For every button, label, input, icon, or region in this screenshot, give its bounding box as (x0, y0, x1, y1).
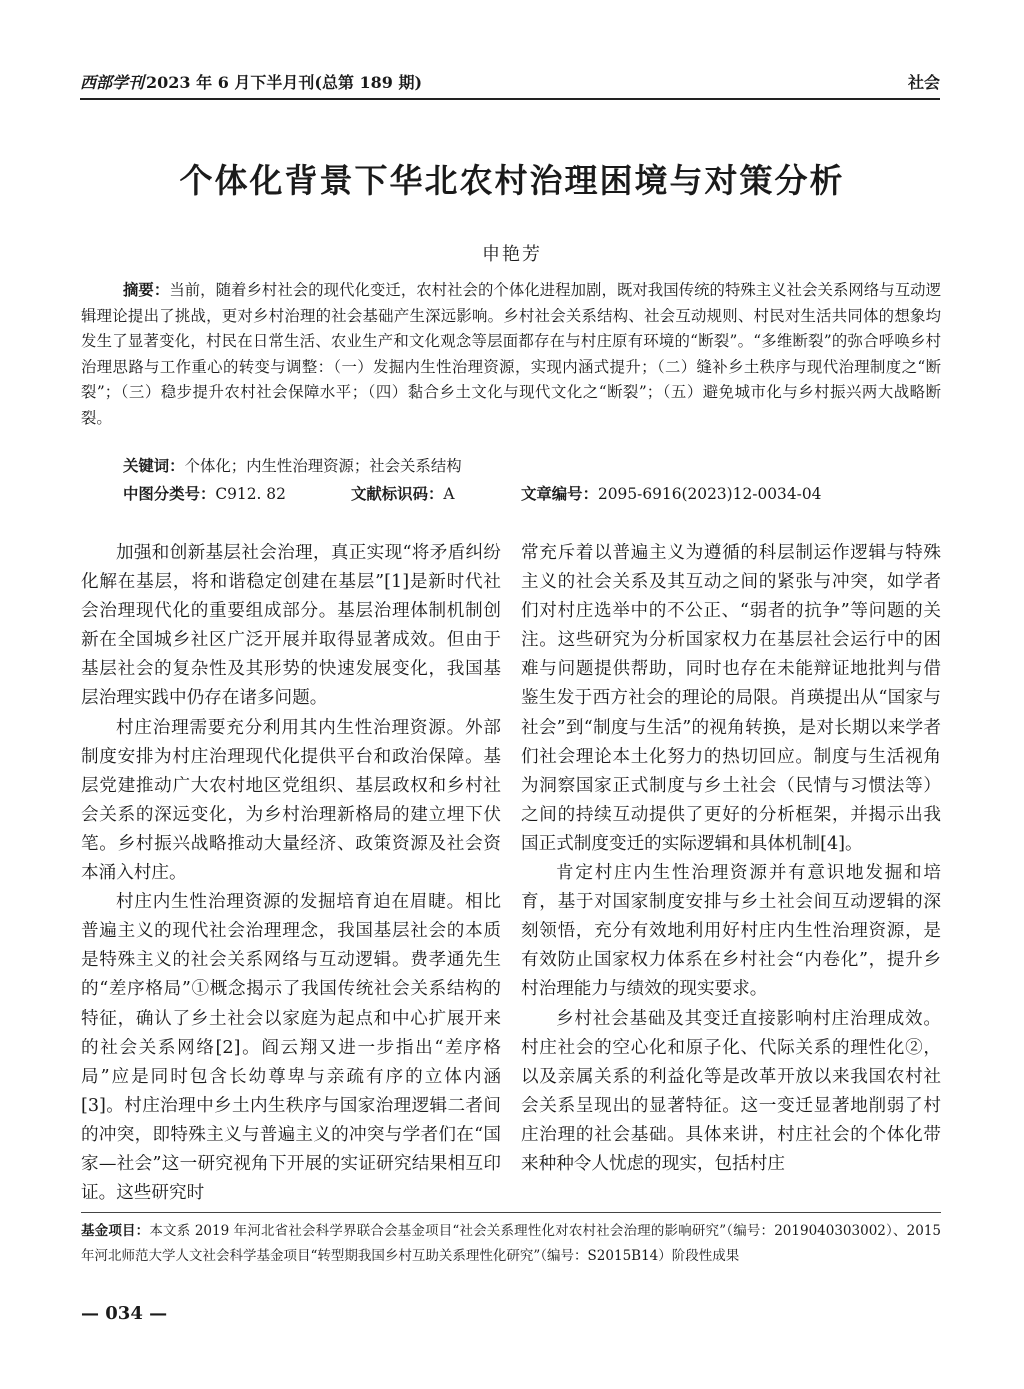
abstract-text: 当前，随着乡村社会的现代化变迁，农村社会的个体化进程加剧，既对我国传统的特殊主义社会关系网络与互动逻辑理论提出了挑战，更对乡村治理的社会基础产生深远影响。乡村社会关系结构、社会互动规则、村民对生活共同体的想象均发生了显著变化，村民在日常生活、农业生产和文化观念等层面都存在与村庄原有环境的“断裂”。“多维断裂”的弥合呼唤乡村治理思路与工作重心的转变与调整：（一）发掘内生性治理资源，实现内涵式提升；（二）缝补乡土秩序与现代治理制度之“断裂”；（三）稳步提升农村社会保障水平；（四）黏合乡土文化与现代文化之“断裂”；（五）避免城市化与乡村振兴两大战略断裂。 (81, 281, 941, 427)
paragraph: 乡村社会基础及其变迁直接影响村庄治理成效。村庄社会的空心化和原子化、代际关系的理性化②，以及亲属关系的利益化等是改革开放以来我国农村社会关系呈现出的显著特征。这一变迁显著地削弱了村庄治理的社会基础。具体来讲，村庄社会的个体化带来种种令人忧虑的现实，包括村庄 (521, 1008, 941, 1174)
article-number: 文章编号：2095-6916(2023)12-0034-04 (521, 485, 822, 503)
document-code: 文献标识码：A (351, 485, 455, 503)
keywords-text: 个体化；内生性治理资源；社会关系结构 (184, 457, 462, 475)
clc-number: 中图分类号：C912. 82 (123, 485, 286, 503)
keywords-label: 关键词： (123, 457, 185, 475)
author-name: 申艳芳 (482, 244, 542, 265)
body-right-column (521, 539, 941, 1179)
issue-info: 2023 年 6 月下半月刊(总第 189 期) (146, 73, 423, 92)
fund-text: 本文系 2019 年河北省社会科学界联合会基金项目“社会关系理性化对农村社会治理的影响研究”（编号：2019040303002）、2015 年河北师范大学人文社会科学基金项目“转型期我国乡村互助关系理性化研究”（编号：S2015B14）阶段性成果 (81, 1223, 941, 1264)
paragraph: 村庄内生性治理资源的发掘培育迫在眉睫。相比普遍主义的现代社会治理理念，我国基层社会的本质是特殊主义的社会关系网络与互动逻辑。费孝通先生的“差序格局”①概念揭示了我国传统社会关系结构的特征，确认了乡土社会以家庭为起点和中心扩展开来的社会关系网络[2]。阎云翔又进一步指出“差序格局”应是同时包含长幼尊卑与亲疏有序的立体内涵[3]。村庄治理中乡土内生秩序与国家治理逻辑二者间的冲突，即特殊主义与普遍主义的冲突与学者们在“国家—社会”这一研究视角下开展的实证研究结果相互印证。这些研究时 (81, 892, 501, 1204)
classification-line (123, 482, 940, 504)
abstract (81, 278, 941, 431)
body-left-column (81, 539, 501, 1208)
paragraph: 村庄治理需要充分利用其内生性治理资源。外部制度安排为村庄治理现代化提供平台和政治保障。基层党建推动广大农村地区党组织、基层政权和乡村社会关系的深远变化，为乡村治理新格局的建立埋下伏笔。乡村振兴战略推动大量经济、政策资源及社会资本涌入村庄。 (81, 717, 501, 884)
paragraph: 肯定村庄内生性治理资源并有意识地发掘和培育，基于对国家制度安排与乡土社会间互动逻辑的深刻领悟，充分有效地利用好村庄内生性治理资源，是有效防止国家权力体系在乡村社会“内卷化”，提升乡村治理能力与绩效的现实要求。 (521, 863, 941, 1000)
keywords (123, 454, 462, 476)
abstract-label: 摘要： (123, 281, 170, 299)
article-title: 个体化背景下华北农村治理困境与对策分析 (179, 161, 845, 200)
journal-name (80, 70, 422, 93)
paragraph: 加强和创新基层社会治理，真正实现“将矛盾纠纷化解在基层，将和谐稳定创建在基层”[1]是新时代社会治理现代化的重要组成部分。基层治理体制机制创新在全国城乡社区广泛开展并取得显著成效。但由于基层社会的复杂性及其形势的快速发展变化，我国基层治理实践中仍存在诸多问题。 (81, 543, 501, 709)
fund-footnote (81, 1212, 941, 1269)
section-label: 社会 (907, 73, 940, 92)
fund-label: 基金项目： (81, 1223, 150, 1239)
paragraph: 常充斥着以普遍主义为遵循的科层制运作逻辑与特殊主义的社会关系及其互动之间的紧张与冲突，如学者们对村庄选举中的不公正、“弱者的抗争”等问题的关注。这些研究为分析国家权力在基层社会运行中的困难与问题提供帮助，同时也存在未能辩证地批判与借鉴生发于西方社会的理论的局限。肖瑛提出从“国家与社会”到“制度与生活”的视角转换，是对长期以来学者们社会理论本土化努力的热切回应。制度与生活视角为洞察国家正式制度与乡土社会（民情与习惯法等）之间的持续互动提供了更好的分析框架，并揭示出我国正式制度变迁的实际逻辑和具体机制[4]。 (521, 543, 941, 854)
page-number: — 034 — (81, 1303, 168, 1324)
running-header (80, 68, 940, 100)
journal-logo: 西部学刊 (80, 73, 145, 92)
